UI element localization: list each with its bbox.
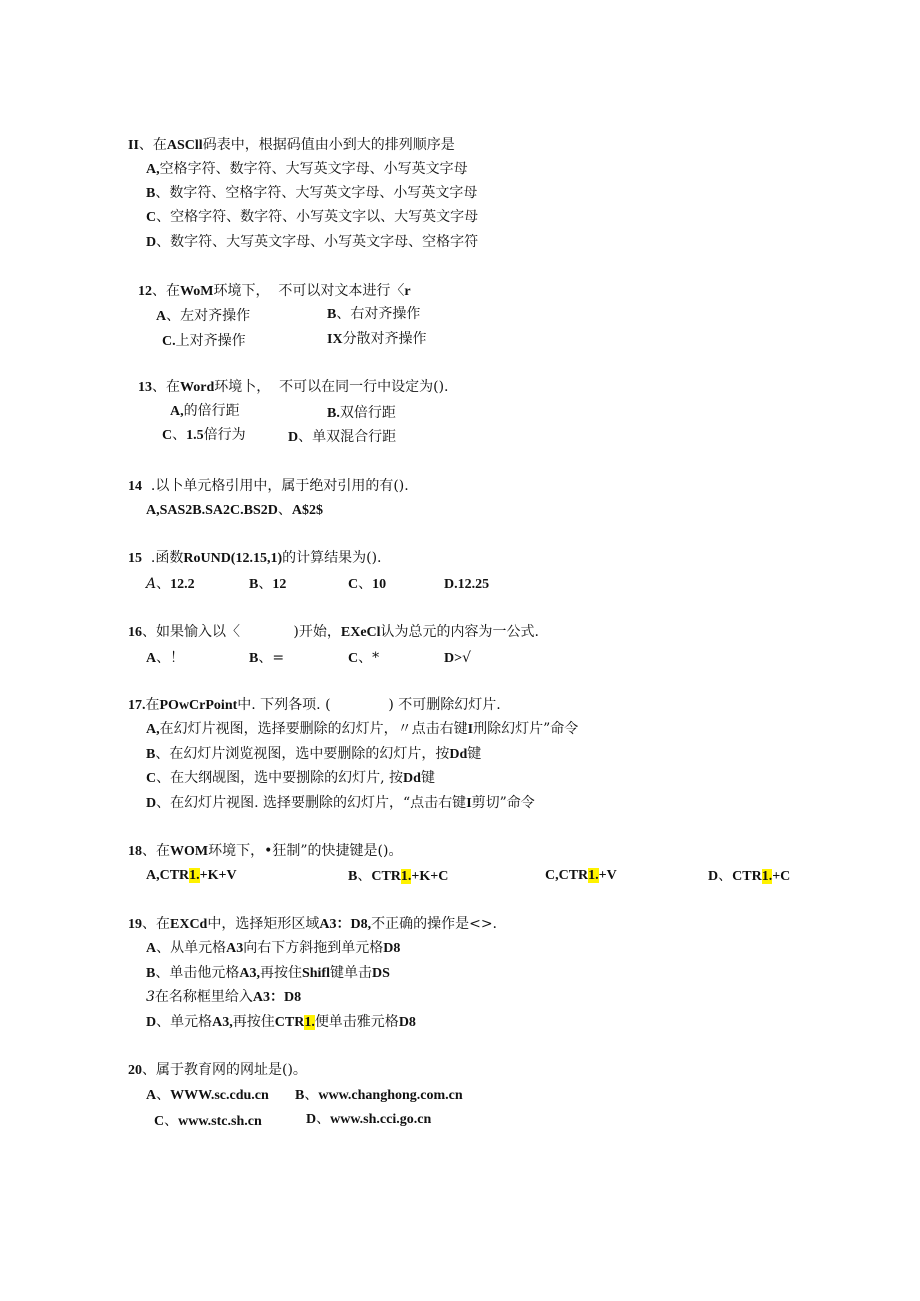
question-stem: 14 .以卜单元格引用中，属于绝对引用的有(). (128, 478, 409, 494)
option-d: D、CTR1.+C (708, 868, 791, 884)
option-answers: A,SAS2B.SA2C.BS2D、A$2$ (146, 502, 323, 518)
option-c: C,CTR1.+V (545, 868, 617, 883)
option-b: B、单击他元格A3,再按住Shifl键单击DS (146, 965, 390, 981)
option-b: B、数字符、空格字符、大写英文字母、小写英文字母 (146, 185, 478, 201)
option-c: C、在大纲觇图，选中要捌除的幻灯片, 按Dd键 (146, 770, 435, 786)
option-b: B、在幻灯片浏览视图，选中要删除的幻灯片，按Dd键 (146, 746, 482, 762)
option-a: A、12.2 (146, 576, 195, 592)
option-d: D>√ (444, 650, 472, 666)
option-b: B、= (249, 650, 285, 666)
option-a: A,的倍行距 (170, 403, 240, 419)
option-b: B、12 (249, 576, 287, 592)
option-c: C、10 (348, 576, 387, 592)
option-c: C、空格字符、数字符、小写英文字以、大写英文字母 (146, 209, 479, 225)
option-d: D、数字符、大写英文字母、小写英文字母、空格字符 (146, 234, 479, 250)
option-b: B、CTR1.+K+C (348, 868, 449, 884)
question-stem: 18、在WOM环境下，•狂制”的快捷键是()。 (128, 843, 403, 859)
option-d: IX分散对齐操作 (327, 331, 427, 347)
option-d: D、在幻灯片视图. 选择要删除的幻灯片，“点击右键I剪切”命令 (146, 795, 535, 811)
option-d: D、单元格A3,再按住CTR1.便单击雅元格D8 (146, 1014, 416, 1030)
option-c: C.上对齐操作 (162, 333, 246, 349)
question-stem: 15 .函数RoUND(12.15,1)的计算结果为(). (128, 550, 382, 566)
option-c: C、www.stc.sh.cn (154, 1113, 262, 1129)
option-a: A、从单元格A3向右下方斜拖到单元格D8 (146, 940, 401, 956)
option-c: C、* (348, 650, 380, 666)
question-stem: II、在ASCll码表中，根据码值由小到大的排列顺序是 (128, 137, 455, 153)
option-b: B.双倍行距 (327, 405, 396, 421)
question-stem: 20、属于教育网的网址是()。 (128, 1062, 307, 1078)
option-a: A、WWW.sc.cdu.cn (146, 1087, 269, 1103)
option-b: B、右对齐操作 (327, 306, 421, 322)
option-d: D、单双混合行距 (288, 429, 397, 445)
option-a: A、左对齐操作 (156, 308, 251, 324)
question-stem: 16、如果愉入以〈 )开始，EXeCl认为总元的内容为一公式. (128, 624, 539, 640)
option-d: D、www.sh.cci.go.cn (306, 1111, 432, 1127)
question-stem: 19、在EXCd中，选择矩形区域A3：D8,不正确的操作是<>. (128, 916, 498, 932)
option-a: A,CTR1.+K+V (146, 868, 237, 883)
question-stem: 13、在Word环境卜， 不可以在同一行中设定为(). (138, 379, 449, 395)
option-c: 3在名称框里给入A3：D8 (146, 989, 302, 1005)
question-stem: 17.在POwCrPoint中. 下列各项. ( ) 不可删除幻灯片. (128, 697, 501, 713)
option-c: C、1.5倍行为 (162, 427, 246, 443)
option-a: A、！ (146, 650, 185, 666)
option-d: D.12.25 (444, 577, 490, 592)
option-a: A,空格字符、数字符、大写英文字母、小写英文字母 (146, 161, 468, 177)
question-stem: 12、在WoM环境下， 不可以对文本进行〈r (138, 283, 411, 299)
option-a: A,在幻灯片视图，选择要删除的幻灯片，〃点击右键I刑除幻灯片”命令 (146, 721, 579, 737)
option-b: B、www.changhong.com.cn (295, 1087, 463, 1103)
